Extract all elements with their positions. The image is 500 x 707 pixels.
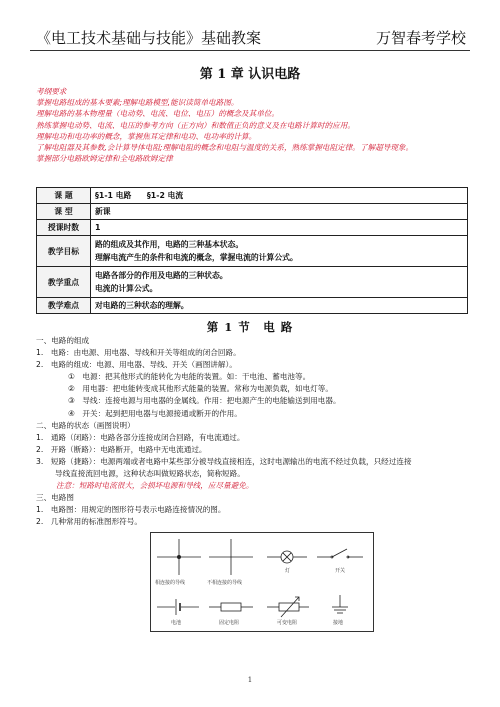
ground-label: 接地 xyxy=(333,620,344,626)
switch-label: 开关 xyxy=(335,568,346,574)
requirements-heading: 考纲要求 xyxy=(36,87,67,96)
list-item: 2. 几种常用的标准图形符号。 xyxy=(36,517,142,527)
row-key: 教学难点 xyxy=(37,298,91,314)
requirement-line: 掌握部分电路欧姆定律和全电路欧姆定律 xyxy=(36,154,173,164)
requirement-line: 理解电路的基本物理量（电动势、电流、电位、电压）的概念及其单位。 xyxy=(36,109,279,119)
connected-wire-symbol xyxy=(157,539,201,575)
battery-label: 电池 xyxy=(171,620,182,626)
variable-resistor-label: 可变电阻 xyxy=(277,620,298,626)
table-row xyxy=(37,236,468,267)
section-title: 第 1 节 电 路 xyxy=(206,320,294,334)
sub-item: ③ 导线：连接电源与用电器的金属线。作用：把电源产生的电能输送到用电器。 xyxy=(68,396,341,406)
table-row xyxy=(37,188,468,204)
unconnected-wire-symbol xyxy=(209,539,253,575)
short-circuit-note: 注意：短路时电流很大，会损坏电源和导线，应尽量避免。 xyxy=(56,481,254,491)
connected-wire-label: 相连接的导线 xyxy=(155,580,186,586)
list-item: 2. 电路的组成：电源、用电器、导线、开关（画图讲解）。 xyxy=(36,360,237,370)
row-value-line: 理解电流产生的条件和电流的概念，掌握电流的计算公式。 xyxy=(95,253,298,262)
row-value-line: 路的组成及其作用，电路的三种基本状态。 xyxy=(95,240,244,249)
school-name: 万智春考学校 xyxy=(375,29,466,47)
list-item: 1. 通路（闭路）：电路各部分连接成闭合回路，有电流通过。 xyxy=(36,432,245,442)
circuit-symbols-figure xyxy=(150,532,374,632)
exam-requirements xyxy=(36,86,468,164)
lamp-label: 灯 xyxy=(285,568,291,574)
ground-symbol xyxy=(332,595,348,613)
page-number: 1 xyxy=(247,676,253,684)
section-content xyxy=(36,335,468,529)
row-value xyxy=(91,267,468,298)
unconnected-wire-label: 不相连接的导线 xyxy=(207,580,243,586)
row-value: §1-1 电路 §1-2 电流 xyxy=(91,188,468,204)
lesson-info-table xyxy=(36,187,468,314)
requirement-line: 掌握电路组成的基本要素;理解电路模型,能识读简单电路图。 xyxy=(36,98,239,108)
table-row xyxy=(37,220,468,236)
row-key: 教学目标 xyxy=(37,236,91,267)
sub-item: ④ 开关：起到把用电器与电源接通或断开的作用。 xyxy=(68,408,242,418)
chapter-title: 第 1 章 认识电路 xyxy=(199,67,301,82)
table-row xyxy=(37,298,468,314)
subsection-heading: 三、电路图 xyxy=(36,493,74,503)
requirement-line: 理解电功和电功率的概念，掌握焦耳定律和电功、电功率的计算。 xyxy=(36,131,257,141)
row-value: 新课 xyxy=(91,204,468,220)
sub-item: ② 用电器：把电能转变成其他形式能量的装置。常称为电源负载，如电灯等。 xyxy=(68,384,333,394)
list-item: 1. 电路：由电源、用电器、导线和开关等组成的闭合回路。 xyxy=(36,348,241,358)
row-key: 课 型 xyxy=(37,204,91,220)
row-value: 1 xyxy=(91,220,468,236)
row-key: 课 题 xyxy=(37,188,91,204)
variable-resistor-symbol xyxy=(267,597,309,617)
list-item: 1. 电路图：用规定的图形符号表示电路连接情况的图。 xyxy=(36,505,226,515)
row-value-line: 电流的计算公式。 xyxy=(95,284,158,293)
switch-symbol xyxy=(317,549,363,558)
row-key: 教学重点 xyxy=(37,267,91,298)
row-value: 对电路的三种状态的理解。 xyxy=(91,298,468,314)
lamp-symbol xyxy=(267,551,307,563)
subsection-heading: 二、电路的状态（画图说明） xyxy=(36,420,135,430)
requirement-line: 熟练掌握电动势、电流、电压的参考方向（正方向）和数值正负的意义及在电路计算时的应用。 xyxy=(36,120,355,130)
list-item-continuation: 导线直接流回电源，这种状态叫做短路状态，简称短路。 xyxy=(55,469,245,479)
fixed-resistor-label: 固定电阻 xyxy=(219,620,240,626)
course-title: 《电工技术基础与技能》基础教案 xyxy=(36,29,262,47)
list-item: 3. 短路（捷路）：电源两端或者电路中某些部分被导线直接相连，这时电源输出的电流不经过负载，只经过连接 xyxy=(36,456,412,466)
subsection-heading: 一、电路的组成 xyxy=(36,336,90,345)
row-value-line: 电路各部分的作用及电路的三种状态。 xyxy=(95,271,228,280)
battery-symbol xyxy=(157,599,199,615)
table-row xyxy=(37,267,468,298)
fixed-resistor-symbol xyxy=(209,603,253,611)
list-item: 2. 开路（断路）：电路断开，电路中无电流通过。 xyxy=(36,444,207,454)
requirement-line: 了解电阻器及其参数,会计算导体电阻;理解电阻的概念和电阻与温度的关系，熟练掌握电阻定律。了解超导现象。 xyxy=(36,143,414,153)
row-key: 授课时数 xyxy=(37,220,91,236)
header-divider xyxy=(30,50,470,51)
table-row xyxy=(37,204,468,220)
sub-item: ① 电源：把其他形式的能转化为电能的装置。如：干电池、蓄电池等。 xyxy=(68,372,311,382)
row-value xyxy=(91,236,468,267)
